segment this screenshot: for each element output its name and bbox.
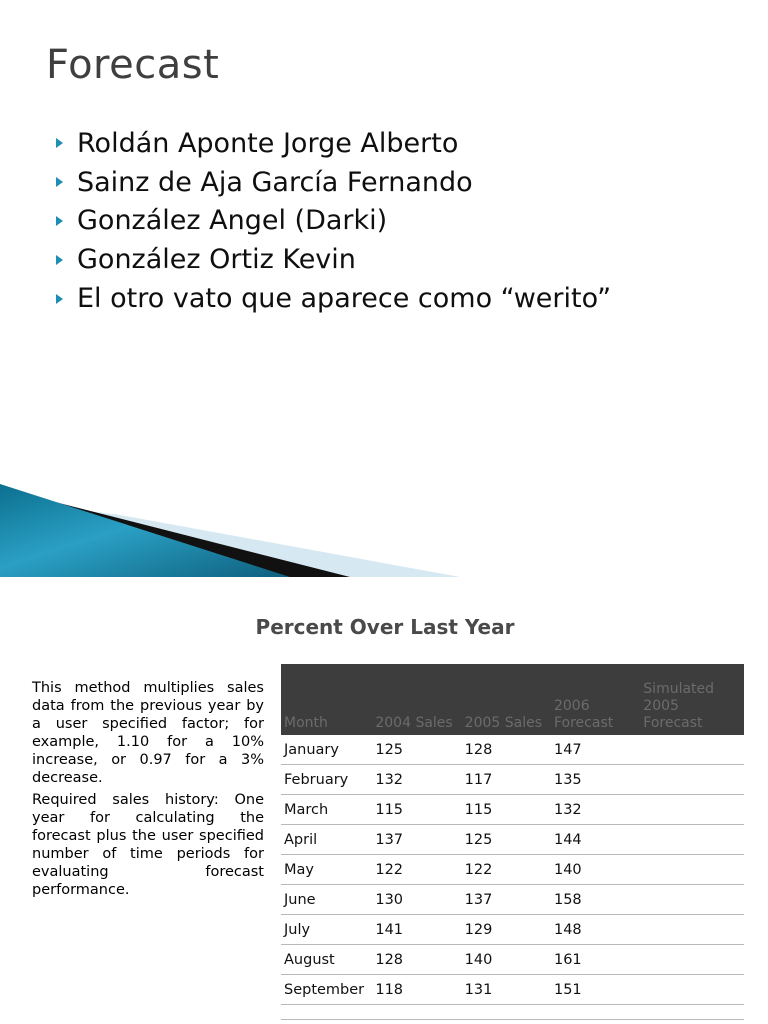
sales-table bbox=[281, 664, 744, 1005]
cell-month: May bbox=[281, 855, 372, 885]
cell-2005-sales: 117 bbox=[462, 765, 551, 795]
slide-title: Forecast bbox=[46, 42, 220, 88]
table-row bbox=[281, 975, 744, 1005]
member-name: El otro vato que aparece como “werito” bbox=[77, 283, 612, 315]
bullet-arrow-icon bbox=[56, 255, 63, 265]
cell-simulated-2005-forecast bbox=[640, 915, 744, 945]
cell-month: July bbox=[281, 915, 372, 945]
member-list-item bbox=[54, 279, 611, 318]
member-list-item bbox=[54, 202, 611, 241]
cell-2005-sales: 128 bbox=[462, 735, 551, 765]
cell-2005-sales: 115 bbox=[462, 795, 551, 825]
cell-2005-sales: 129 bbox=[462, 915, 551, 945]
column-header-2006-forecast: 2006 Forecast bbox=[551, 664, 640, 735]
cell-2004-sales: 122 bbox=[372, 855, 461, 885]
bullet-arrow-icon bbox=[56, 216, 63, 226]
column-header-2005-sales: 2005 Sales bbox=[462, 664, 551, 735]
cell-month: February bbox=[281, 765, 372, 795]
decorative-swoosh bbox=[0, 480, 768, 577]
cell-2006-forecast: 135 bbox=[551, 765, 640, 795]
table-row bbox=[281, 855, 744, 885]
bullet-arrow-icon bbox=[56, 294, 63, 304]
member-list-item bbox=[54, 163, 611, 202]
cell-2004-sales: 115 bbox=[372, 795, 461, 825]
cell-2004-sales: 141 bbox=[372, 915, 461, 945]
table-row bbox=[281, 735, 744, 765]
cell-2006-forecast: 161 bbox=[551, 945, 640, 975]
sales-table-header bbox=[281, 664, 744, 735]
method-description bbox=[32, 679, 264, 903]
member-list-item bbox=[54, 240, 611, 279]
member-name: González Ortiz Kevin bbox=[77, 244, 356, 276]
sales-table-body bbox=[281, 735, 744, 1005]
cell-simulated-2005-forecast bbox=[640, 765, 744, 795]
cell-simulated-2005-forecast bbox=[640, 945, 744, 975]
cell-2005-sales: 140 bbox=[462, 945, 551, 975]
cell-month: August bbox=[281, 945, 372, 975]
cell-simulated-2005-forecast bbox=[640, 795, 744, 825]
cell-month: April bbox=[281, 825, 372, 855]
cell-2005-sales: 137 bbox=[462, 885, 551, 915]
cell-2004-sales: 125 bbox=[372, 735, 461, 765]
column-header-2004-sales: 2004 Sales bbox=[372, 664, 461, 735]
table-row bbox=[281, 885, 744, 915]
table-row bbox=[281, 825, 744, 855]
cell-month: June bbox=[281, 885, 372, 915]
table-row bbox=[281, 915, 744, 945]
table-row bbox=[281, 765, 744, 795]
table-bottom-divider bbox=[281, 1019, 744, 1020]
cell-2005-sales: 125 bbox=[462, 825, 551, 855]
cell-2006-forecast: 158 bbox=[551, 885, 640, 915]
table-row bbox=[281, 945, 744, 975]
member-name: Roldán Aponte Jorge Alberto bbox=[77, 127, 459, 159]
description-paragraph: Required sales history: One year for calculating the forecast plus the user specified number of time periods for evaluating forecast performance. bbox=[32, 792, 264, 898]
member-name: González Angel (Darki) bbox=[77, 205, 388, 237]
cell-simulated-2005-forecast bbox=[640, 975, 744, 1005]
slide-subtitle-text: Percent Over Last Year bbox=[255, 615, 515, 639]
cell-simulated-2005-forecast bbox=[640, 825, 744, 855]
cell-2004-sales: 130 bbox=[372, 885, 461, 915]
cell-2006-forecast: 140 bbox=[551, 855, 640, 885]
cell-simulated-2005-forecast bbox=[640, 885, 744, 915]
slide-percent-over-last-year bbox=[0, 577, 768, 1024]
member-list bbox=[54, 124, 611, 318]
column-header-simulated-2005-forecast: Simulated 2005 Forecast bbox=[640, 664, 744, 735]
cell-simulated-2005-forecast bbox=[640, 735, 744, 765]
cell-2004-sales: 132 bbox=[372, 765, 461, 795]
cell-2005-sales: 131 bbox=[462, 975, 551, 1005]
description-paragraph: This method multiplies sales data from the previous year by a user specified factor; for example, 1.10 for a 10% increase, or 0.97 for a 3% decrease. bbox=[32, 680, 264, 786]
bullet-arrow-icon bbox=[56, 138, 63, 148]
cell-2006-forecast: 151 bbox=[551, 975, 640, 1005]
cell-2005-sales: 122 bbox=[462, 855, 551, 885]
bullet-arrow-icon bbox=[56, 177, 63, 187]
cell-simulated-2005-forecast bbox=[640, 855, 744, 885]
cell-2004-sales: 118 bbox=[372, 975, 461, 1005]
cell-2004-sales: 137 bbox=[372, 825, 461, 855]
member-name: Sainz de Aja García Fernando bbox=[77, 166, 473, 198]
cell-month: September bbox=[281, 975, 372, 1005]
slide-subtitle bbox=[0, 615, 768, 639]
cell-month: January bbox=[281, 735, 372, 765]
cell-2006-forecast: 147 bbox=[551, 735, 640, 765]
member-list-item bbox=[54, 124, 611, 163]
column-header-month: Month bbox=[281, 664, 372, 735]
cell-2006-forecast: 148 bbox=[551, 915, 640, 945]
cell-month: March bbox=[281, 795, 372, 825]
sales-table-container bbox=[281, 664, 744, 1005]
cell-2006-forecast: 132 bbox=[551, 795, 640, 825]
cell-2004-sales: 128 bbox=[372, 945, 461, 975]
cell-2006-forecast: 144 bbox=[551, 825, 640, 855]
table-row bbox=[281, 795, 744, 825]
